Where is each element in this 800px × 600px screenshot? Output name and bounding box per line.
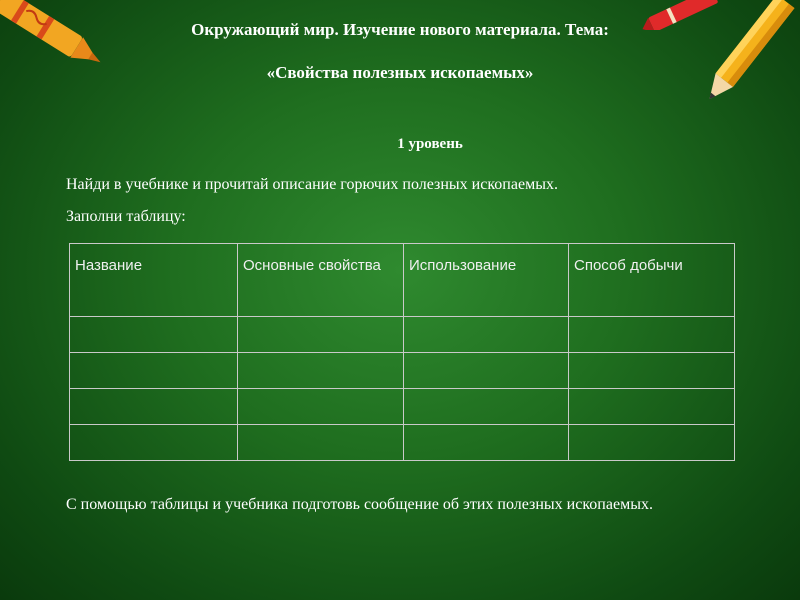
table-cell bbox=[569, 353, 735, 389]
table-header-row bbox=[70, 244, 735, 317]
table-row bbox=[70, 425, 735, 461]
table-cell bbox=[404, 353, 569, 389]
data-table bbox=[69, 243, 735, 461]
table-cell bbox=[238, 353, 404, 389]
table-cell bbox=[569, 317, 735, 353]
table-cell bbox=[238, 317, 404, 353]
table-cell bbox=[569, 389, 735, 425]
table-cell bbox=[70, 353, 238, 389]
pencil-icon bbox=[690, 0, 800, 105]
table-header-cell: Использование bbox=[404, 244, 569, 317]
level-heading: 1 уровень bbox=[397, 136, 463, 152]
table-header-cell: Основные свойства bbox=[238, 244, 404, 317]
table-cell bbox=[70, 317, 238, 353]
page-title-line-1: Окружающий мир. Изучение нового материала. Тема: bbox=[191, 20, 609, 39]
table-cell bbox=[404, 425, 569, 461]
table-header-cell: Способ добычи bbox=[569, 244, 735, 317]
page-title-line-2: «Свойства полезных ископаемых» bbox=[266, 63, 534, 82]
table-cell bbox=[404, 317, 569, 353]
table-cell bbox=[70, 425, 238, 461]
table-row bbox=[70, 353, 735, 389]
table-row bbox=[70, 317, 735, 353]
table-row bbox=[70, 389, 735, 425]
table-cell bbox=[238, 389, 404, 425]
table-header-cell: Название bbox=[70, 244, 238, 317]
task-footer-text: С помощью таблицы и учебника подготовь сообщение об этих полезных ископаемых. bbox=[66, 496, 653, 513]
fill-table-prompt: Заполни таблицу: bbox=[66, 208, 186, 225]
table-cell bbox=[404, 389, 569, 425]
instruction-text: Найди в учебнике и прочитай описание горючих полезных ископаемых. bbox=[66, 176, 558, 193]
table-cell bbox=[238, 425, 404, 461]
table-cell bbox=[70, 389, 238, 425]
table-cell bbox=[569, 425, 735, 461]
